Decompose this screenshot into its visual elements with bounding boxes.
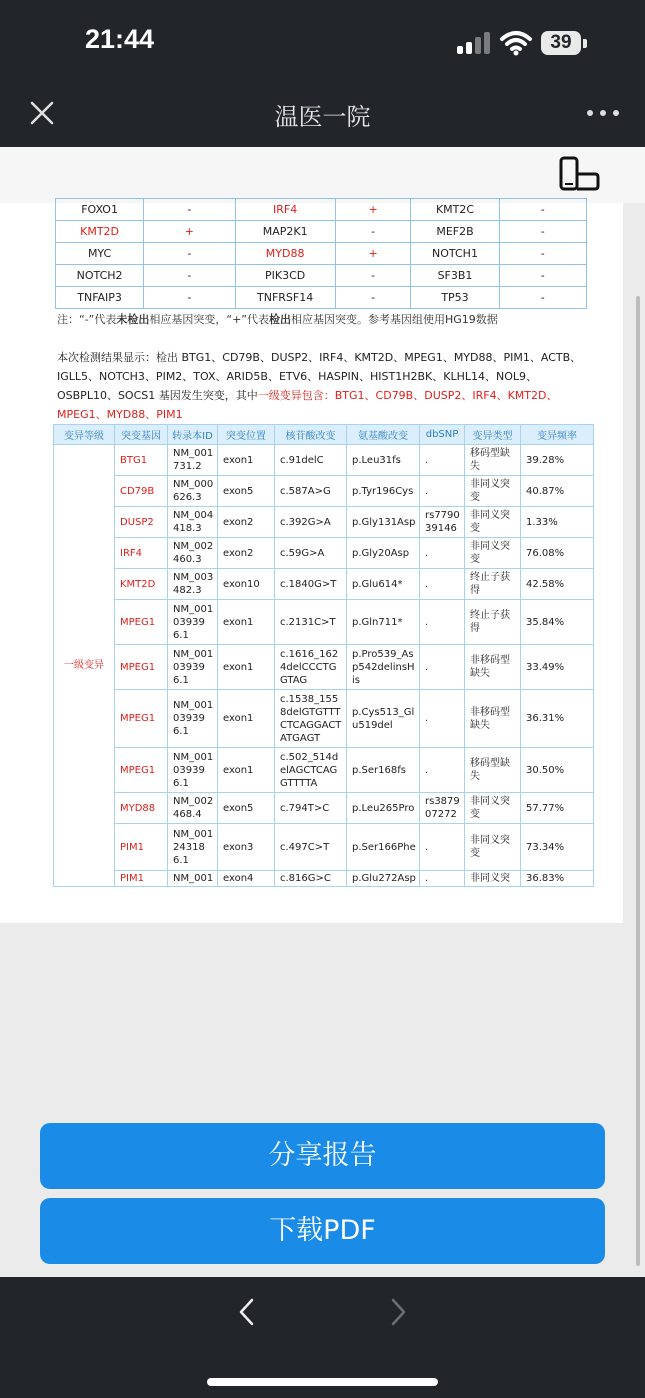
battery-level: 39	[541, 31, 581, 55]
nt-cell: c.59G>A	[275, 538, 347, 569]
gene-cell: PIM1	[115, 871, 168, 887]
tx-cell: NM_001243186.1	[168, 824, 218, 871]
pos-cell: exon5	[218, 476, 275, 507]
gene-name-cell: NOTCH2	[56, 265, 144, 287]
gene-name-cell: TP53	[411, 287, 499, 309]
aa-cell: p.Pro539_Asp542delinsHis	[347, 645, 420, 690]
aa-cell: p.Gly20Asp	[347, 538, 420, 569]
aa-cell: p.Cys513_Glu519del	[347, 690, 420, 748]
freq-cell: 73.34%	[521, 824, 594, 871]
nt-cell: c.1616_1624delCCCTGGTAG	[275, 645, 347, 690]
scrollbar[interactable]	[636, 296, 640, 1266]
gene-result-cell: -	[144, 265, 235, 287]
gene-status-row	[56, 287, 587, 309]
gene-cell: CD79B	[115, 476, 168, 507]
table-row	[54, 793, 594, 824]
gene-cell: MYD88	[115, 793, 168, 824]
gene-status-row	[56, 243, 587, 265]
pos-cell: exon2	[218, 538, 275, 569]
column-header: 转录本ID	[168, 425, 218, 445]
battery-icon	[583, 39, 587, 48]
snp-cell: rs779039146	[420, 507, 465, 538]
gene-status-row	[56, 265, 587, 287]
pos-cell: exon3	[218, 824, 275, 871]
freq-cell: 76.08%	[521, 538, 594, 569]
snp-cell: .	[420, 476, 465, 507]
nt-cell: c.2131C>T	[275, 600, 347, 645]
nt-cell: c.816G>C	[275, 871, 347, 887]
gene-result-cell: -	[499, 243, 586, 265]
pos-cell: exon4	[218, 871, 275, 887]
page-title: 温医一院	[274, 103, 371, 131]
gene-result-cell: +	[144, 221, 235, 243]
freq-cell: 57.77%	[521, 793, 594, 824]
forward-arrow-icon[interactable]	[384, 1296, 414, 1328]
table-row	[54, 538, 594, 569]
status-time: 21:44	[85, 24, 155, 54]
type-cell: 非同义突	[465, 871, 521, 887]
type-cell: 移码型缺失	[465, 445, 521, 476]
table-row	[54, 569, 594, 600]
snp-cell: .	[420, 824, 465, 871]
gene-result-cell: +	[335, 199, 411, 221]
gene-result-cell: -	[499, 199, 586, 221]
snp-cell: .	[420, 871, 465, 887]
gene-result-cell: -	[144, 199, 235, 221]
more-options-icon[interactable]	[587, 104, 621, 122]
pos-cell: exon1	[218, 748, 275, 793]
snp-cell: rs387907272	[420, 793, 465, 824]
freq-cell: 1.33%	[521, 507, 594, 538]
aa-cell: p.Gln711*	[347, 600, 420, 645]
viewer-toolbar	[0, 147, 645, 203]
gene-result-cell: -	[499, 287, 586, 309]
gene-result-cell: -	[144, 287, 235, 309]
table-row	[54, 748, 594, 793]
home-indicator[interactable]	[207, 1378, 438, 1386]
freq-cell: 36.31%	[521, 690, 594, 748]
column-header: dbSNP	[420, 425, 465, 445]
aa-cell: p.Leu31fs	[347, 445, 420, 476]
freq-cell: 36.83%	[521, 871, 594, 887]
aa-cell: p.Glu272Asp	[347, 871, 420, 887]
gene-result-cell: -	[335, 221, 411, 243]
type-cell: 非同义突变	[465, 507, 521, 538]
type-cell: 非同义突变	[465, 824, 521, 871]
gene-cell: MPEG1	[115, 690, 168, 748]
type-cell: 非同义突变	[465, 793, 521, 824]
gene-status-table	[55, 198, 587, 309]
variant-level-cell: 一级变异	[54, 445, 115, 887]
tx-cell: NM_002460.3	[168, 538, 218, 569]
back-arrow-icon[interactable]	[232, 1296, 262, 1328]
snp-cell: .	[420, 445, 465, 476]
pos-cell: exon1	[218, 445, 275, 476]
gene-result-cell: -	[335, 265, 411, 287]
gene-cell: MPEG1	[115, 748, 168, 793]
pos-cell: exon1	[218, 690, 275, 748]
table-row	[54, 690, 594, 748]
gene-name-cell: TNFRSF14	[235, 287, 335, 309]
tx-cell: NM_001039396.1	[168, 748, 218, 793]
gene-result-cell: +	[335, 243, 411, 265]
gene-cell: KMT2D	[115, 569, 168, 600]
type-cell: 非同义突变	[465, 476, 521, 507]
wifi-icon	[500, 30, 532, 56]
table-row	[54, 871, 594, 887]
aa-cell: p.Gly131Asp	[347, 507, 420, 538]
gene-cell: MPEG1	[115, 645, 168, 690]
tx-cell: NM_001039396.1	[168, 600, 218, 645]
snp-cell: .	[420, 748, 465, 793]
aa-cell: p.Tyr196Cys	[347, 476, 420, 507]
aa-cell: p.Leu265Pro	[347, 793, 420, 824]
gene-name-cell: KMT2D	[56, 221, 144, 243]
freq-cell: 40.87%	[521, 476, 594, 507]
share-report-button[interactable]: 分享报告	[40, 1123, 605, 1189]
snp-cell: .	[420, 569, 465, 600]
snp-cell: .	[420, 645, 465, 690]
table-row	[54, 445, 594, 476]
pos-cell: exon1	[218, 600, 275, 645]
gene-name-cell: MYC	[56, 243, 144, 265]
pos-cell: exon5	[218, 793, 275, 824]
nt-cell: c.502_514delAGCTCAGGTTTTA	[275, 748, 347, 793]
aa-cell: p.Ser168fs	[347, 748, 420, 793]
aa-cell: p.Glu614*	[347, 569, 420, 600]
gene-status-row	[56, 199, 587, 221]
freq-cell: 39.28%	[521, 445, 594, 476]
nt-cell: c.497C>T	[275, 824, 347, 871]
gene-result-cell: -	[499, 221, 586, 243]
tx-cell: NM_001	[168, 871, 218, 887]
gene-name-cell: MYD88	[235, 243, 335, 265]
column-header: 核苷酸改变	[275, 425, 347, 445]
mutation-table	[53, 424, 594, 887]
gene-name-cell: SF3B1	[411, 265, 499, 287]
gene-name-cell: KMT2C	[411, 199, 499, 221]
type-cell: 终止子获得	[465, 600, 521, 645]
download-pdf-button[interactable]: 下载PDF	[40, 1198, 605, 1264]
nt-cell: c.392G>A	[275, 507, 347, 538]
snp-cell: .	[420, 690, 465, 748]
gene-status-row	[56, 221, 587, 243]
nt-cell: c.794T>C	[275, 793, 347, 824]
gene-name-cell: MAP2K1	[235, 221, 335, 243]
column-header: 氨基酸改变	[347, 425, 420, 445]
type-cell: 移码型缺失	[465, 748, 521, 793]
legend-note: 注：“-”代表未检出相应基因突变，“+”代表检出相应基因突变。参考基因组使用HG19数据	[57, 313, 498, 326]
table-row	[54, 600, 594, 645]
gene-cell: BTG1	[115, 445, 168, 476]
tx-cell: NM_000626.3	[168, 476, 218, 507]
cellular-signal-icon	[457, 32, 491, 54]
tx-cell: NM_002468.4	[168, 793, 218, 824]
gene-name-cell: PIK3CD	[235, 265, 335, 287]
aa-cell: p.Ser166Phe	[347, 824, 420, 871]
gene-cell: DUSP2	[115, 507, 168, 538]
tx-cell: NM_004418.3	[168, 507, 218, 538]
gene-cell: PIM1	[115, 824, 168, 871]
pos-cell: exon2	[218, 507, 275, 538]
tx-cell: NM_001731.2	[168, 445, 218, 476]
rotate-screen-icon[interactable]	[558, 156, 602, 192]
table-row	[54, 645, 594, 690]
gene-result-cell: -	[335, 287, 411, 309]
result-summary: 本次检测结果显示：检出 BTG1、CD79B、DUSP2、IRF4、KMT2D、MPEG1、MYD88、PIM1、ACTB、IGLL5、NOTCH3、PIM2、TOX、ARID5B、ETV6、HASPIN、HIST1H2BK、KLHL14、NOL9、OSBPL10、SOCS1 基因发生突变，其中一级变异包含：BTG1、CD79B、DUSP2、IRF4、KMT2D、MPEG1、MYD88、PIM1	[57, 351, 582, 421]
gene-name-cell: TNFAIP3	[56, 287, 144, 309]
nt-cell: c.91delC	[275, 445, 347, 476]
snp-cell: .	[420, 538, 465, 569]
tx-cell: NM_003482.3	[168, 569, 218, 600]
gene-name-cell: MEF2B	[411, 221, 499, 243]
freq-cell: 42.58%	[521, 569, 594, 600]
gene-cell: IRF4	[115, 538, 168, 569]
snp-cell: .	[420, 600, 465, 645]
nt-cell: c.1840G>T	[275, 569, 347, 600]
table-row	[54, 476, 594, 507]
gene-cell: MPEG1	[115, 600, 168, 645]
column-header: 突变基因	[115, 425, 168, 445]
gene-name-cell: NOTCH1	[411, 243, 499, 265]
nt-cell: c.587A>G	[275, 476, 347, 507]
nt-cell: c.1538_1558delGTGTTTCTCAGGACTATGAGT	[275, 690, 347, 748]
table-row	[54, 507, 594, 538]
tx-cell: NM_001039396.1	[168, 690, 218, 748]
pos-cell: exon1	[218, 645, 275, 690]
gene-result-cell: -	[144, 243, 235, 265]
type-cell: 终止子获得	[465, 569, 521, 600]
freq-cell: 33.49%	[521, 645, 594, 690]
column-header: 突变位置	[218, 425, 275, 445]
column-header: 变异频率	[521, 425, 594, 445]
gene-result-cell: -	[499, 265, 586, 287]
column-header: 变异类型	[465, 425, 521, 445]
column-header: 变异等级	[54, 425, 115, 445]
freq-cell: 30.50%	[521, 748, 594, 793]
gene-name-cell: FOXO1	[56, 199, 144, 221]
type-cell: 非移码型缺失	[465, 690, 521, 748]
type-cell: 非同义突变	[465, 538, 521, 569]
freq-cell: 35.84%	[521, 600, 594, 645]
tx-cell: NM_001039396.1	[168, 645, 218, 690]
type-cell: 非移码型缺失	[465, 645, 521, 690]
gene-name-cell: IRF4	[235, 199, 335, 221]
table-row	[54, 824, 594, 871]
pos-cell: exon10	[218, 569, 275, 600]
